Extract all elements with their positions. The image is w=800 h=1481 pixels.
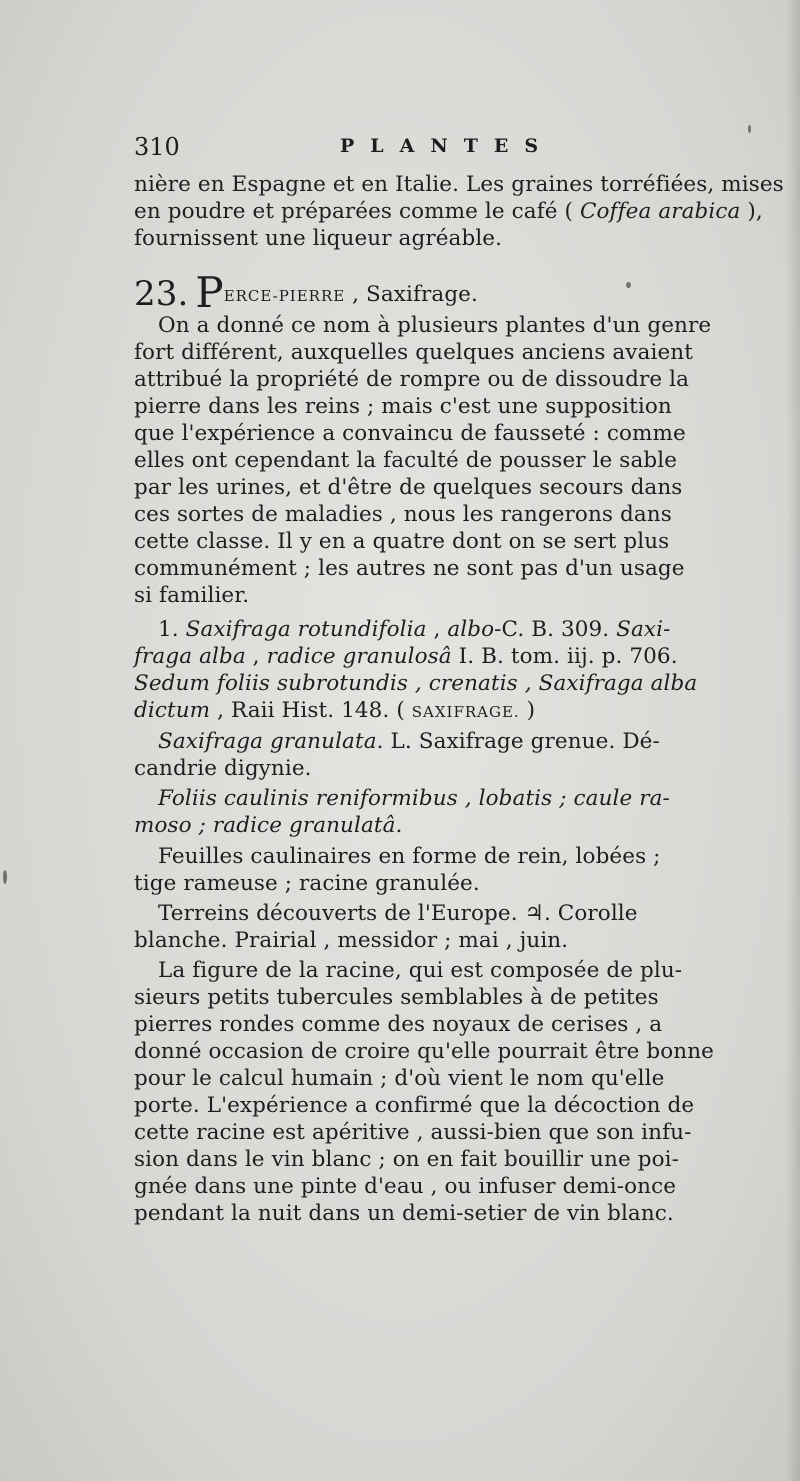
text-line: Feuilles caulinaires en forme de rein, lobées ; xyxy=(158,844,661,869)
text-line: sion dans le vin blanc ; on en fait bouillir une poi- xyxy=(134,1147,679,1172)
paper-speck xyxy=(3,870,7,884)
text-line: cette racine est apéritive , aussi-bien que son infu- xyxy=(134,1120,692,1145)
text-line: tige rameuse ; racine granulée. xyxy=(134,871,480,896)
text-line: fraga alba , radice granulosâ I. B. tom. iij. p. 706. xyxy=(134,644,678,669)
text-line: cette classe. Il y en a quatre dont on se sert plus xyxy=(134,529,670,554)
text-line: dictum , Raii Hist. 148. ( SAXIFRAGE. ) xyxy=(134,698,536,723)
paper-speck xyxy=(748,125,751,133)
running-title: PLANTES xyxy=(340,135,555,157)
text-line: blanche. Prairial , messidor ; mai , juin. xyxy=(134,928,569,953)
text-line: Terreins découverts de l'Europe. ♃. Corolle xyxy=(158,901,638,926)
paper-speck xyxy=(626,282,631,288)
text-line: elles ont cependant la faculté de pousser le sable xyxy=(134,448,678,473)
text-line: On a donné ce nom à plusieurs plantes d'un genre xyxy=(158,313,712,338)
text-line: communément ; les autres ne sont pas d'un usage xyxy=(134,556,685,581)
text-line: donné occasion de croire qu'elle pourrait être bonne xyxy=(134,1039,714,1064)
text-line: fournissent une liqueur agréable. xyxy=(134,226,503,251)
text-line: 1. Saxifraga rotundifolia , albo-C. B. 309. Saxi- xyxy=(158,617,671,642)
text-line: pierre dans les reins ; mais c'est une supposition xyxy=(134,394,672,419)
text-line: pendant la nuit dans un demi-setier de vin blanc. xyxy=(134,1201,674,1226)
text-line: moso ; radice granulatâ. xyxy=(134,813,403,838)
running-head xyxy=(134,133,784,163)
page-fold-shadow xyxy=(786,0,800,1481)
text-line: nière en Espagne et en Italie. Les graines torréfiées, mises xyxy=(134,172,784,197)
text-line: pierres rondes comme des noyaux de cerises , a xyxy=(134,1012,663,1037)
entry-heading: 23. PERCE-PIERRE , Saxifrage. xyxy=(134,268,478,317)
text-line: que l'expérience a convaincu de fausseté : comme xyxy=(134,421,686,446)
text-line: Sedum foliis subrotundis , crenatis , Saxifraga alba xyxy=(134,671,698,696)
text-line: ces sortes de maladies , nous les rangerons dans xyxy=(134,502,672,527)
text-line: gnée dans une pinte d'eau , ou infuser demi-once xyxy=(134,1174,677,1199)
text-line: candrie digynie. xyxy=(134,756,312,781)
text-line: fort différent, auxquelles quelques anciens avaient xyxy=(134,340,693,365)
text-line: Saxifraga granulata. L. Saxifrage grenue. Dé- xyxy=(158,729,660,754)
text-line: Foliis caulinis reniformibus , lobatis ; caule ra- xyxy=(158,786,670,811)
text-line: porte. L'expérience a confirmé que la décoction de xyxy=(134,1093,695,1118)
text-line: par les urines, et d'être de quelques secours dans xyxy=(134,475,683,500)
text-line: attribué la propriété de rompre ou de dissoudre la xyxy=(134,367,690,392)
text-line: pour le calcul humain ; d'où vient le nom qu'elle xyxy=(134,1066,665,1091)
text-line: sieurs petits tubercules semblables à de petites xyxy=(134,985,659,1010)
text-line: en poudre et préparées comme le café ( Coffea arabica ), xyxy=(134,199,763,224)
page-number: 310 xyxy=(134,133,180,161)
text-line: La figure de la racine, qui est composée de plu- xyxy=(158,958,683,983)
text-line: si familier. xyxy=(134,583,250,608)
